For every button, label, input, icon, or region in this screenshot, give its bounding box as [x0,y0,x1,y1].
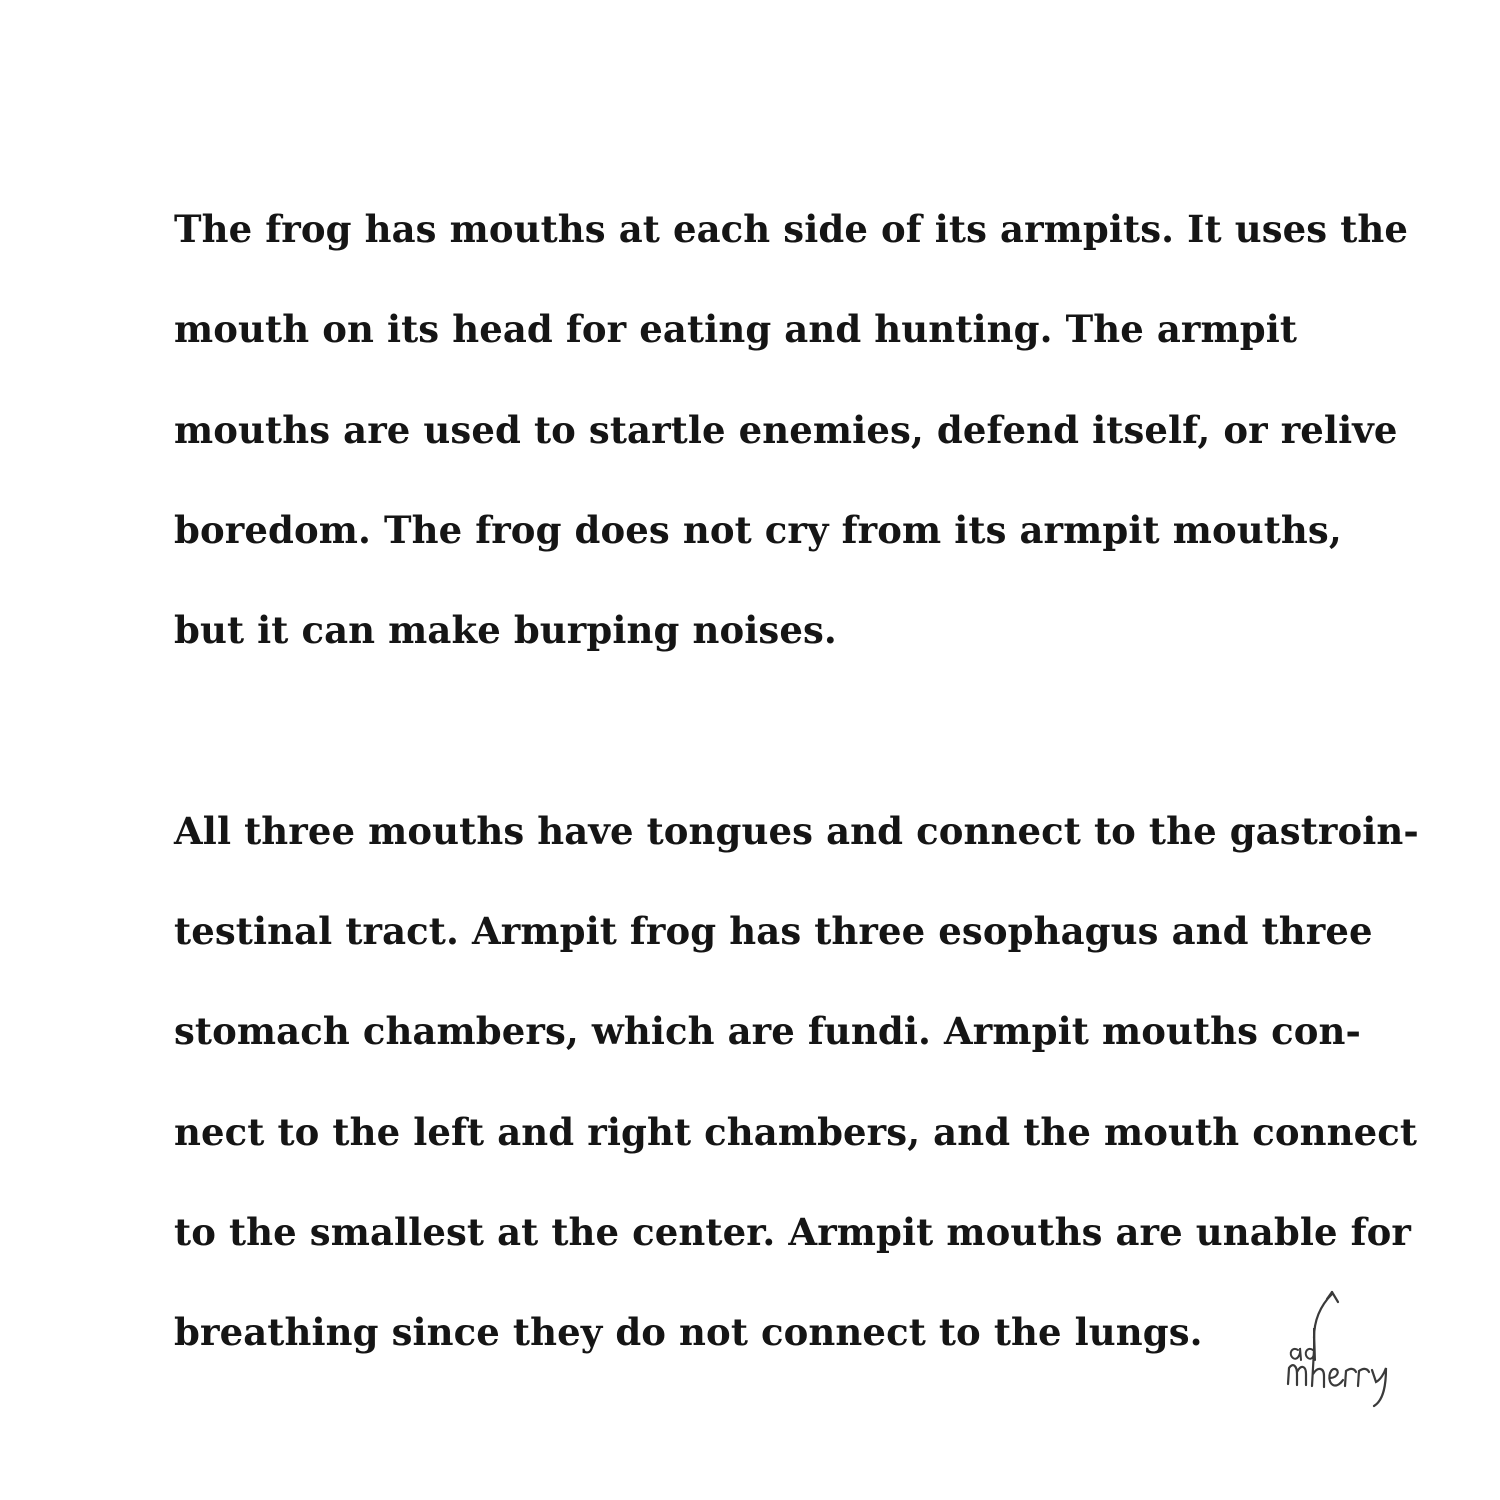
signature-mark [1280,1288,1405,1418]
text-line: testinal tract. Armpit frog has three esophagus and three [174,909,1373,953]
text-line: to the smallest at the center. Armpit mouths are unable for [174,1210,1411,1254]
text-line: All three mouths have tongues and connect to the gastroin- [174,809,1419,853]
text-line: mouths are used to startle enemies, defend itself, or relive [174,408,1398,452]
text-line: breathing since they do not connect to the lungs. [174,1310,1203,1354]
text-line: mouth on its head for eating and hunting. The armpit [174,307,1298,351]
text-line: boredom. The frog does not cry from its armpit mouths, [174,508,1342,552]
text-line: nect to the left and right chambers, and the mouth connect [174,1110,1418,1154]
text-line: but it can make burping noises. [174,608,837,652]
text-line: stomach chambers, which are fundi. Armpit mouths con- [174,1009,1361,1053]
text-line: The frog has mouths at each side of its armpits. It uses the [174,207,1409,251]
